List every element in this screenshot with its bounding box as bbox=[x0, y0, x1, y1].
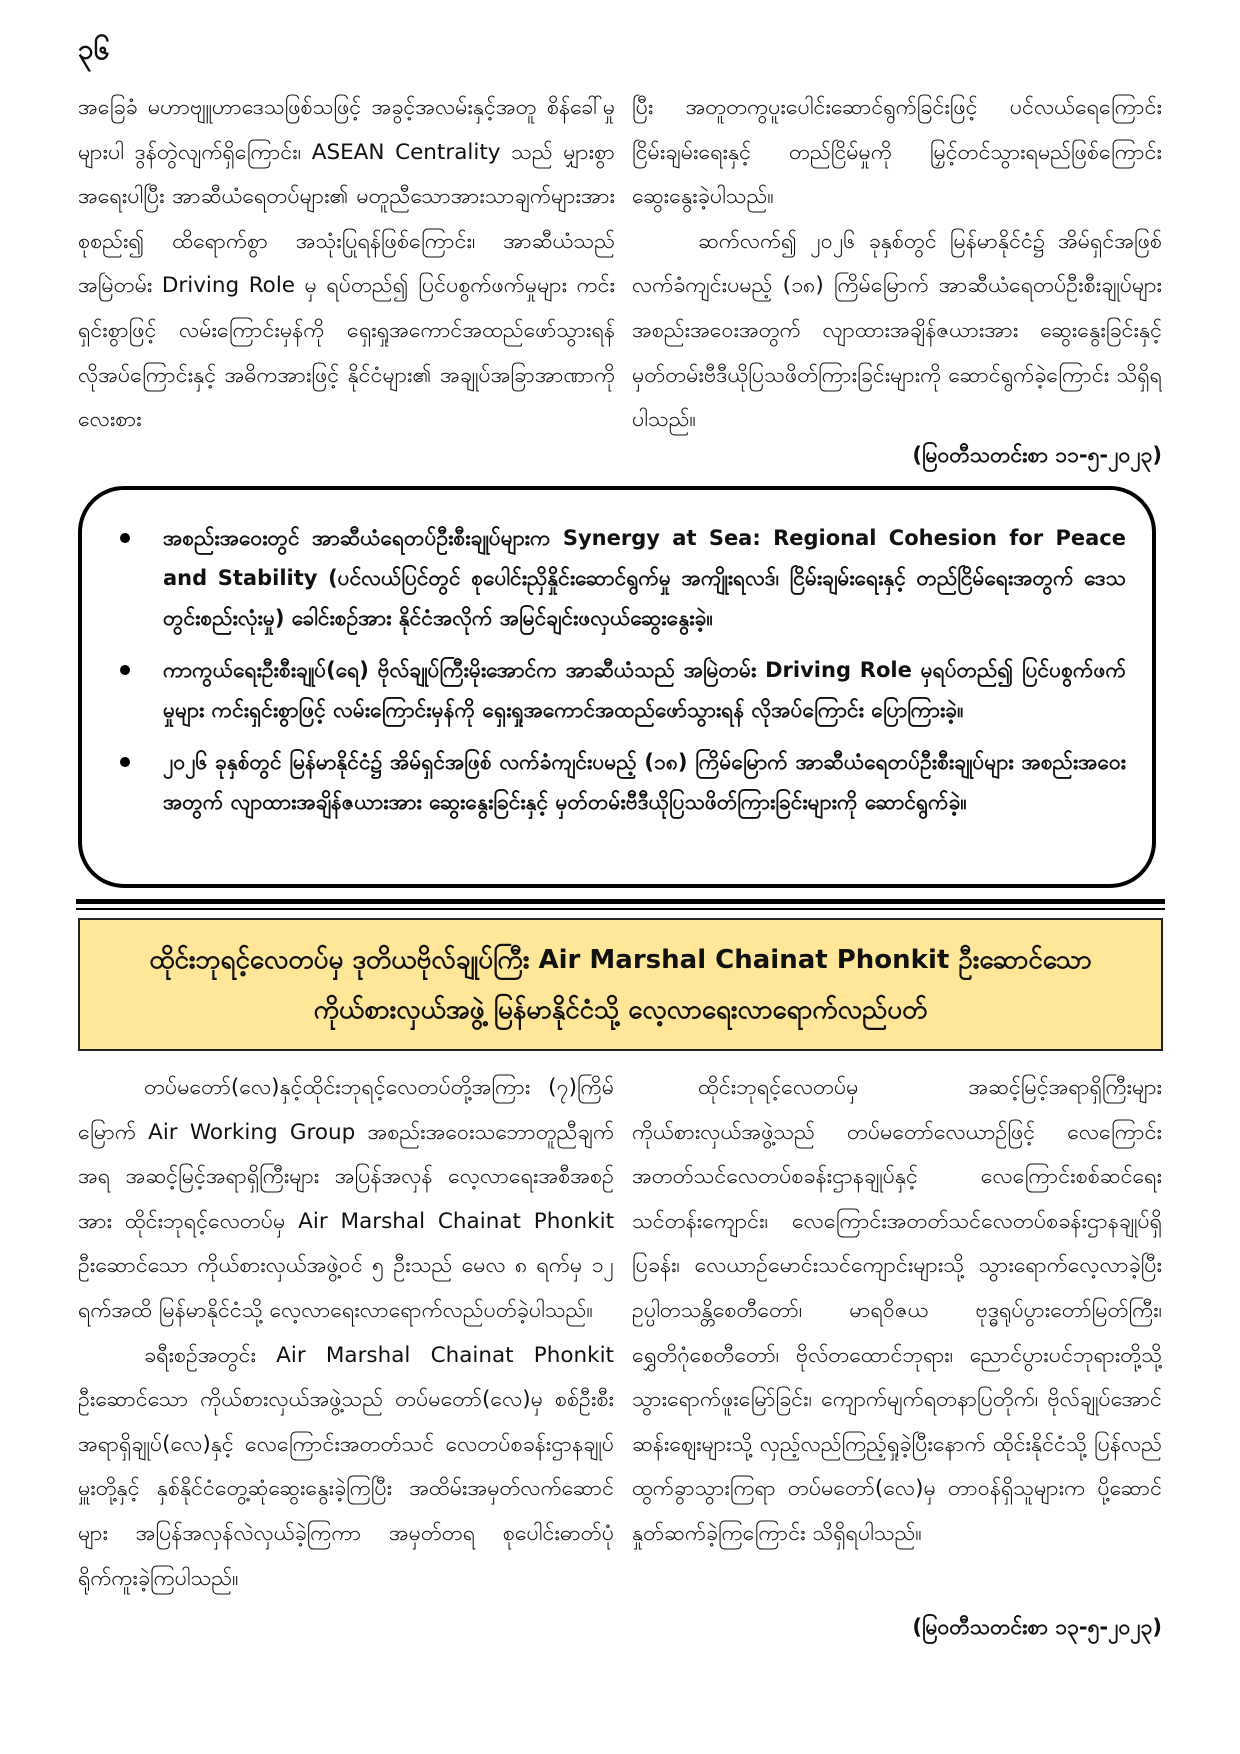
article-a-paragraph: ဆက်လက်၍ ၂၀၂၆ ခုနှစ်တွင် မြန်မာနိုင်ငံ၌ အိမ်ရှင်အဖြစ် လက်ခံကျင်းပမည့် (၁၈) ကြိမ်မြောက် အာဆီယံရေတပ်ဦးစီးချုပ်များအစည်းအဝေးအတွက် လျာထားအချိန်ဇယားအား ဆွေးနွေးခြင်းနှင့် မှတ်တမ်းဗီဒီယိုပြသဖိတ်ကြားခြင်းများကို ဆောင်ရွက်ခဲ့ကြောင်း သိရှိရပါသည်။ bbox=[632, 228, 1162, 433]
bullet-icon bbox=[120, 533, 130, 543]
summary-box bbox=[78, 486, 1156, 888]
headline-line-2: ကိုယ်စားလှယ်အဖွဲ့ မြန်မာနိုင်ငံသို့ လေ့လာရေးလာရောက်လည်ပတ် bbox=[313, 994, 928, 1025]
article-b-right-column bbox=[632, 1066, 1162, 1616]
section-divider-thick bbox=[76, 899, 1165, 904]
summary-list bbox=[110, 518, 1126, 822]
page-number: ၃၆ bbox=[78, 33, 110, 66]
article-b-paragraph: တပ်မတော်(လေ)နှင့်ထိုင်းဘုရင့်လေတပ်တို့အကြား (၇)ကြိမ်မြောက် Air Working Group အစည်းအဝေးသဘောတူညီချက်အရ အဆင့်မြင့်အရာရှိကြီးများ အပြန်အလှန် လေ့လာရေးအစီအစဉ်အား ထိုင်းဘုရင့်လေတပ်မှ Air Marshal Chainat Phonkit ဦးဆောင်သော ကိုယ်စားလှယ်အဖွဲ့ဝင် ၅ ဦးသည် မေလ ၈ ရက်မှ ၁၂ ရက်အထိ မြန်မာနိုင်ငံသို့ လေ့လာရေးလာရောက်လည်ပတ်ခဲ့ပါသည်။ bbox=[78, 1075, 614, 1323]
summary-item-text: အစည်းအဝေးတွင် အာဆီယံရေတပ်ဦးစီးချုပ်များက Synergy at Sea: Regional Cohesion for Peace and Stability (ပင်လယ်ပြင်တွင် စုပေါင်းညှိနှိုင်းဆောင်ရွက်မှု အကျိုးရလဒ်၊ ငြိမ်းချမ်းရေးနှင့် တည်ငြိမ်ရေးအတွက် ဒေသတွင်းစည်းလုံးမှု) ခေါင်းစဉ်အား နိုင်ငံအလိုက် အမြင်ချင်းဖလှယ်ဆွေးနွေးခဲ့။ bbox=[163, 526, 1126, 630]
summary-item bbox=[110, 742, 1126, 822]
article-b-headline bbox=[78, 918, 1163, 1051]
article-a-source: (မြဝတီသတင်းစာ ၁၁-၅-၂၀၂၃) bbox=[912, 443, 1162, 467]
article-b-source: (မြဝတီသတင်းစာ ၁၃-၅-၂၀၂၃) bbox=[912, 1615, 1162, 1639]
article-a-left-column bbox=[78, 86, 615, 451]
article-b-paragraph: ခရီးစဉ်အတွင်း Air Marshal Chainat Phonkit ဦးဆောင်သော ကိုယ်စားလှယ်အဖွဲ့သည် တပ်မတော်(လေ)မှ စစ်ဦးစီးအရာရှိချုပ်(လေ)နှင့် လေကြောင်းအတတ်သင် လေတပ်စခန်းဌာနချုပ်မှူးတို့နှင့် နှစ်နိုင်ငံတွေ့ဆုံဆွေးနွေးခဲ့ကြပြီး အထိမ်းအမှတ်လက်ဆောင်များ အပြန်အလှန်လဲလှယ်ခဲ့ကြကာ အမှတ်တရ စုပေါင်းဓာတ်ပုံ ရိုက်ကူးခဲ့ကြပါသည်။ bbox=[78, 1342, 614, 1591]
article-b-left-column bbox=[78, 1066, 614, 1616]
summary-item-text: ကာကွယ်ရေးဦးစီးချုပ်(ရေ) ဗိုလ်ချုပ်ကြီးမိုးအောင်က အာဆီယံသည် အမြဲတမ်း Driving Role မှရပ်တည်၍ ပြင်ပစွက်ဖက်မှုများ ကင်းရှင်းစွာဖြင့် လမ်းကြောင်းမှန်ကို ရှေးရှုအကောင်အထည်ဖော်သွားရန် လိုအပ်ကြောင်း ပြောကြားခဲ့။ bbox=[163, 658, 1126, 722]
bullet-icon bbox=[120, 757, 130, 767]
summary-item bbox=[110, 650, 1126, 730]
article-a-paragraph: ပြီး အတူတကွပူးပေါင်းဆောင်ရွက်ခြင်းဖြင့် ပင်လယ်ရေကြောင်း ငြိမ်းချမ်းရေးနှင့် တည်ငြိမ်မှုကို မြှင့်တင်သွားရမည်ဖြစ်ကြောင်း ဆွေးနွေးခဲ့ပါသည်။ bbox=[632, 95, 1162, 210]
article-a-paragraph: အခြေခံ မဟာဗျူဟာဒေသဖြစ်သဖြင့် အခွင့်အလမ်းနှင့်အတူ စိန်ခေါ်မှုများပါ ဒွန်တွဲလျက်ရှိကြောင်း၊ ASEAN Centrality သည် မျှားစွာအရေးပါပြီး အာဆီယံရေတပ်များ၏ မတူညီသောအားသာချက်များအား စုစည်း၍ ထိရောက်စွာ အသုံးပြုရန်ဖြစ်ကြောင်း၊ အာဆီယံသည် အမြဲတမ်း Driving Role မှ ရပ်တည်၍ ပြင်ပစွက်ဖက်မှုများ ကင်းရှင်းစွာဖြင့် လမ်းကြောင်းမှန်ကို ရှေးရှုအကောင်အထည်ဖော်သွားရန် လိုအပ်ကြောင်းနှင့် အဓိကအားဖြင့် နိုင်ငံများ၏ အချုပ်အခြာအာဏာကို လေးစား bbox=[78, 95, 615, 433]
section-divider-thin bbox=[76, 908, 1165, 910]
article-a-right-column bbox=[632, 86, 1162, 446]
headline-line-1: ထိုင်းဘုရင့်လေတပ်မှ ဒုတိယဗိုလ်ချုပ်ကြီး Air Marshal Chainat Phonkit ဦးဆောင်သော bbox=[149, 944, 1092, 975]
bullet-icon bbox=[120, 665, 130, 675]
article-b-paragraph: ထိုင်းဘုရင့်လေတပ်မှ အဆင့်မြင့်အရာရှိကြီးများ ကိုယ်စားလှယ်အဖွဲ့သည် တပ်မတော်လေယာဉ်ဖြင့် လေကြောင်းအတတ်သင်လေတပ်စခန်းဌာနချုပ်နှင့် လေကြောင်းစစ်ဆင်ရေးသင်တန်းကျောင်း၊ လေကြောင်းအတတ်သင်လေတပ်စခန်းဌာနချုပ်ရှိ ပြခန်း၊ လေယာဉ်မောင်းသင်ကျောင်းများသို့ သွားရောက်လေ့လာခဲ့ပြီး ဥပ္ပါတသန္တိစေတီတော်၊ မာရဝိဇယ ဗုဒ္ဓရုပ်ပွားတော်မြတ်ကြီး၊ ရွှေတိဂုံစေတီတော်၊ ဗိုလ်တထောင်ဘုရား၊ ညောင်ပွားပင်ဘုရားတို့သို့ သွားရောက်ဖူးမြော်ခြင်း၊ ကျောက်မျက်ရတနာပြတိုက်၊ ဗိုလ်ချုပ်အောင်ဆန်းဈေးများသို့ လှည့်လည်ကြည့်ရှုခဲ့ပြီးနောက် ထိုင်းနိုင်ငံသို့ ပြန်လည်ထွက်ခွာသွားကြရာ တပ်မတော်(လေ)မှ တာဝန်ရှိသူများက ပို့ဆောင်နှုတ်ဆက်ခဲ့ကြကြောင်း သိရှိရပါသည်။ bbox=[632, 1075, 1162, 1546]
summary-item bbox=[110, 518, 1126, 638]
summary-item-text: ၂၀၂၆ ခုနှစ်တွင် မြန်မာနိုင်ငံ၌ အိမ်ရှင်အဖြစ် လက်ခံကျင်းပမည့် (၁၈) ကြိမ်မြောက် အာဆီယံရေတပ်ဦးစီးချုပ်များ အစည်းအဝေးအတွက် လျာထားအချိန်ဇယားအား ဆွေးနွေးခြင်းနှင့် မှတ်တမ်းဗီဒီယိုပြသဖိတ်ကြားခြင်းများကို ဆောင်ရွက်ခဲ့။ bbox=[163, 750, 1126, 814]
